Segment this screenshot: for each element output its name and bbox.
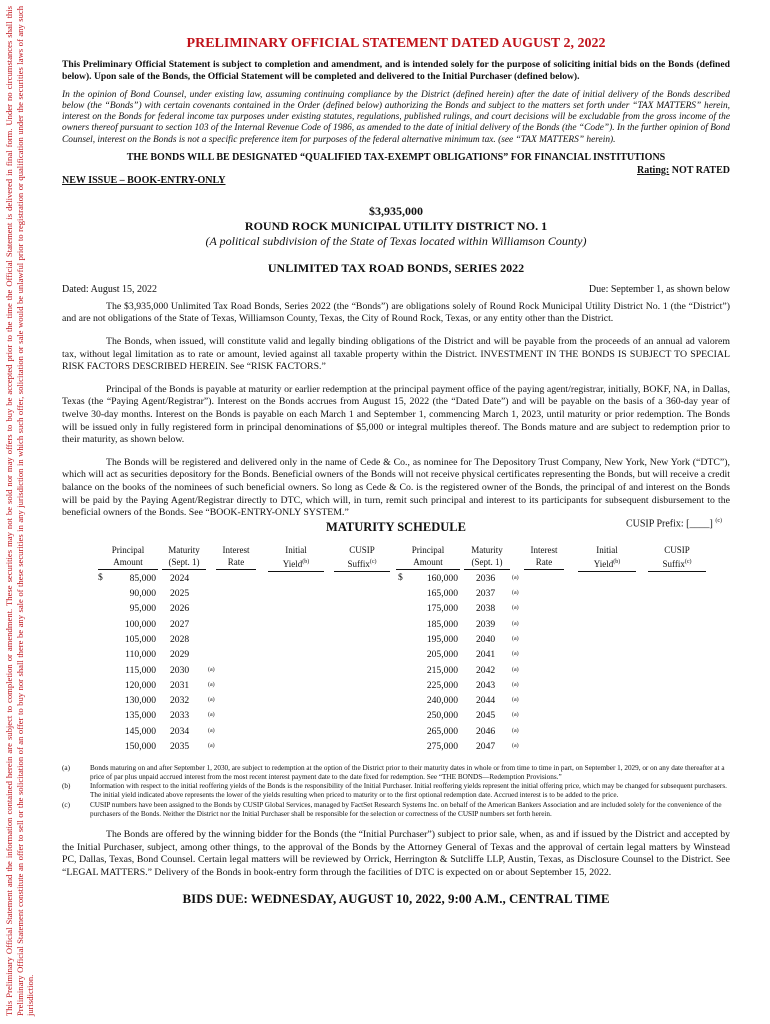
dollar-right: $ xyxy=(398,571,403,583)
principal-amount: 95,000 xyxy=(129,603,156,615)
principal-amount: 120,000 xyxy=(124,679,156,691)
principal-amount: 135,000 xyxy=(124,710,156,722)
redemption-note: (a) xyxy=(208,712,215,719)
principal-amount: 205,000 xyxy=(426,649,458,661)
redemption-note: (a) xyxy=(512,651,519,658)
maturity-year: 2042 xyxy=(476,664,496,676)
redemption-note xyxy=(208,648,215,663)
redemption-note: (a) xyxy=(208,666,215,673)
redemption-note: (a) xyxy=(512,697,519,704)
maturity-year: 2033 xyxy=(170,710,190,722)
hdr-cusip-left: CUSIP Suffix$^{(c)}$ xyxy=(334,544,390,572)
redemption-note: (a) xyxy=(512,590,519,597)
principal-amount: 100,000 xyxy=(124,618,156,630)
redemption-note xyxy=(208,587,215,602)
paragraph-payment: Principal of the Bonds is payable at maturity or earlier redemption at the principal payment office of the paying agent/registrar, initially, BOKF, NA, in Dallas, Texas (the “Paying Agent/Registrar”). Interest on the Bonds accrues from August 15, 2022 (the “Dated Date”) and will be payable on the basis of a 360-day year of twelve 30-day months. Interest on the Bonds is payable on each March 1 and September 1, commencing March 1, 2023, until maturity or prior redemption. The Bonds will be issued only in fully registered form in principal denominations of $5,000 or integral multiples thereof. The Bonds mature and are subject to redemption prior to their maturity, as shown below. xyxy=(62,383,730,446)
redemption-note xyxy=(208,602,215,617)
principal-amount: 165,000 xyxy=(426,588,458,600)
hdr-principal-right: Principal Amount xyxy=(396,544,460,570)
cusip-prefix: CUSIP Prefix: [____] $^{(c)}$ xyxy=(625,517,722,530)
maturity-year: 2040 xyxy=(476,633,496,645)
principal-amount: 130,000 xyxy=(124,695,156,707)
redemption-note: (a) xyxy=(512,574,519,581)
paragraph-book-entry: The Bonds will be registered and delivered only in the name of Cede & Co., as nominee for The Depository Trust Company, New York, New York (“DTC”), which will act as securities depository for the Bonds. Beneficial owners of the Bonds will not receive physical certificates representing the Bonds, but will receive a credit balance on the books of the nominees of such beneficial owners. So long as Cede & Co. is the registered owner of the Bonds, the principal of and interest on the Bonds will be paid by the Paying Agent/Registrar directly to DTC, which will, in turn, remit such principal and interest to its participants for subsequent disbursement to the beneficial owners of the Bonds. See “BOOK-ENTRY-ONLY SYSTEM.” xyxy=(62,456,730,519)
left-notes xyxy=(208,572,215,756)
footnotes xyxy=(62,764,730,819)
maturity-year: 2032 xyxy=(170,695,190,707)
principal-amount: 85,000 xyxy=(129,572,156,584)
redemption-note: (a) xyxy=(512,635,519,642)
tax-opinion: In the opinion of Bond Counsel, under existing law, assuming continuing compliance by the District (defined herein) after the date of initial delivery of the Bonds described below (the “Bonds”) with certain covenants contained in the Order (defined below) authorizing the Bonds and subject to the matters set forth under “TAX MATTERS” herein, interest on the Bonds for federal income tax purposes under existing statutes, regulations, published rulings, and court decisions will be excludable from the gross income of the owners thereof pursuant to section 103 of the Internal Revenue Code of 1986, as amended to the date of initial delivery of the Bonds (the “Code”). In the further opinion of Bond Counsel, interest on the Bonds is not a specific preference item for purposes of the federal alternative minimum tax. (see “TAX MATTERS” herein). xyxy=(62,89,730,145)
maturity-year: 2043 xyxy=(476,679,496,691)
redemption-note xyxy=(208,618,215,633)
page-title: PRELIMINARY OFFICIAL STATEMENT DATED AUGUST 2, 2022 xyxy=(186,36,606,51)
dated-date: Dated: August 15, 2022 xyxy=(62,283,157,295)
maturity-year: 2025 xyxy=(170,588,190,600)
redemption-note: (a) xyxy=(512,681,519,688)
right-notes xyxy=(512,572,519,756)
redemption-note: (a) xyxy=(208,743,215,749)
principal-amount: 175,000 xyxy=(426,603,458,615)
principal-amount: 115,000 xyxy=(125,664,156,676)
maturity-year: 2046 xyxy=(476,725,496,737)
redemption-note: (a) xyxy=(512,712,519,719)
principal-amount: 90,000 xyxy=(129,588,156,600)
maturity-year: 2028 xyxy=(170,633,190,645)
offering-amount: $3,935,000 xyxy=(369,203,423,218)
principal-amount: 105,000 xyxy=(124,633,156,645)
principal-amount: 185,000 xyxy=(426,618,458,630)
paragraph-offering: The Bonds are offered by the winning bidder for the Bonds (the “Initial Purchaser”) subject to prior sale, when, as and if issued by the District and accepted by the Initial Purchaser, subject, among other things, to the approval of the Bonds by the Attorney General of Texas and the approval of certain legal matters by Winstead PC, Dallas, Texas, Bond Counsel. Certain legal matters will be reviewed by Orrick, Herrington & Sutcliffe LLP, Austin, Texas, as Disclosure Counsel to the District. See “LEGAL MATTERS.” Delivery of the Bonds in book-entry form through the facilities of DTC is expected on or about September 15, 2022. xyxy=(62,828,730,878)
rating-value: NOT RATED xyxy=(671,164,730,176)
right-years xyxy=(476,572,495,756)
principal-amount: 110,000 xyxy=(125,649,156,661)
maturity-year: 2041 xyxy=(476,649,496,661)
hdr-rate-right: Interest Rate xyxy=(524,544,564,570)
dollar-left: $ xyxy=(98,571,103,583)
principal-amount: 240,000 xyxy=(426,695,458,707)
principal-amount: 215,000 xyxy=(426,664,458,676)
hdr-maturity-left: Maturity (Sept. 1) xyxy=(162,544,206,570)
dated-due-row xyxy=(62,284,730,295)
redemption-note: (a) xyxy=(208,727,215,734)
maturity-title: MATURITY SCHEDULE xyxy=(326,519,466,534)
hdr-cusip-right: CUSIP Suffix$^{(c)}$ xyxy=(648,544,706,572)
issue-type: NEW ISSUE – BOOK-ENTRY-ONLY xyxy=(62,174,226,186)
hdr-yield-right: Initial Yield$^{(b)}$ xyxy=(578,544,636,572)
maturity-year: 2044 xyxy=(476,695,496,707)
maturity-year: 2045 xyxy=(476,710,496,722)
maturity-year: 2026 xyxy=(170,603,190,615)
redemption-note xyxy=(208,572,215,587)
principal-amount: 145,000 xyxy=(124,725,156,737)
redemption-note: (a) xyxy=(208,681,215,688)
bids-due: BIDS DUE: WEDNESDAY, AUGUST 10, 2022, 9:00 A.M., CENTRAL TIME xyxy=(182,891,610,907)
redemption-note xyxy=(208,633,215,648)
maturity-year: 2039 xyxy=(476,618,496,630)
issue-rating-row xyxy=(62,165,730,186)
due-date: Due: September 1, as shown below xyxy=(588,283,730,295)
maturity-year: 2029 xyxy=(170,649,190,661)
left-amounts xyxy=(110,572,156,756)
footnote-c: (c) CUSIP numbers have been assigned to the Bonds by CUSIP Global Services, managed by FactSet Research Systems Inc. on behalf of the American Bankers Association and are included solely for the convenience of the purchasers of the Bonds. Neither the District nor the Initial Purchaser shall be responsible for the selection or correctness of the CUSIP numbers set forth herein. xyxy=(62,800,722,818)
redemption-note: (a) xyxy=(512,605,519,612)
maturity-year: 2036 xyxy=(476,572,496,584)
paragraph-tax: The Bonds, when issued, will constitute valid and legally binding obligations of the District and will be payable from the proceeds of an annual ad valorem tax, without legal limitation as to rate or amount, levied against all taxable property within the District. INVESTMENT IN THE BONDS IS SUBJECT TO SPECIAL RISK FACTORS DESCRIBED HEREIN. See “RISK FACTORS.” xyxy=(62,336,730,373)
district-subdivision: (A political subdivision of the State of Texas located within Williamson County) xyxy=(205,233,587,248)
qualified-designation: THE BONDS WILL BE DESIGNATED “QUALIFIED TAX-EXEMPT OBLIGATIONS” FOR FINANCIAL INSTITUTIONS xyxy=(126,151,666,163)
rating-label: Rating: xyxy=(637,164,670,176)
redemption-note: (a) xyxy=(512,727,519,734)
maturity-year: 2024 xyxy=(170,572,190,584)
rating xyxy=(637,165,730,186)
redemption-note: (a) xyxy=(512,666,519,673)
principal-amount: 160,000 xyxy=(426,572,458,584)
principal-amount: 250,000 xyxy=(426,710,458,722)
hdr-principal-left: Principal Amount xyxy=(98,544,158,570)
redemption-note: (a) xyxy=(512,743,519,749)
hdr-maturity-right: Maturity (Sept. 1) xyxy=(464,544,510,570)
principal-amount: 150,000 xyxy=(124,741,156,752)
right-amounts xyxy=(410,572,458,756)
subject-notice: This Preliminary Official Statement is subject to completion and amendment, and is intended solely for the purpose of soliciting initial bids on the Bonds (defined below). Upon sale of the Bonds, the Official Statement will be completed and delivered to the Initial Purchaser (defined below). xyxy=(62,59,730,83)
maturity-year: 2034 xyxy=(170,725,190,737)
document-page xyxy=(62,36,730,907)
bond-series: UNLIMITED TAX ROAD BONDS, SERIES 2022 xyxy=(267,260,525,275)
maturity-year: 2027 xyxy=(170,618,190,630)
principal-amount: 275,000 xyxy=(426,741,458,752)
redemption-note: (a) xyxy=(512,620,519,627)
principal-amount: 195,000 xyxy=(426,633,458,645)
hdr-rate-left: Interest Rate xyxy=(216,544,256,570)
maturity-year: 2031 xyxy=(170,679,190,691)
maturity-year: 2038 xyxy=(476,603,496,615)
hdr-yield-left: Initial Yield$^{(b)}$ xyxy=(268,544,324,572)
district-name: ROUND ROCK MUNICIPAL UTILITY DISTRICT NO. 1 xyxy=(244,218,548,233)
paragraph-obligations: The $3,935,000 Unlimited Tax Road Bonds, Series 2022 (the “Bonds”) are obligations solely of Round Rock Municipal Utility District No. 1 (the “District”) and are not obligations of the State of Texas, Williamson County, Texas, the City of Round Rock, Texas, or any entity other than the District. xyxy=(62,300,730,325)
footnote-b: (b) Information with respect to the initial reoffering yields of the Bonds is the responsibility of the Initial Purchaser. Initial reoffering yields represent the initial offering price, which may be changed for subsequent purchasers. The initial yield indicated above represents the lower of the yields resulting when priced to maturity or to the first optional redemption date. Accrued interest is to be added to the price. xyxy=(62,782,727,800)
maturity-year: 2030 xyxy=(170,664,190,676)
redemption-note: (a) xyxy=(208,697,215,704)
left-years xyxy=(170,572,189,756)
principal-amount: 225,000 xyxy=(426,679,458,691)
principal-amount: 265,000 xyxy=(426,725,458,737)
maturity-year: 2037 xyxy=(476,588,496,600)
maturity-year: 2035 xyxy=(170,741,190,752)
maturity-schedule xyxy=(62,517,730,760)
maturity-year: 2047 xyxy=(476,741,496,752)
preliminary-legend: This Preliminary Official Statement and the information contained herein are subject to completion or amendment. These securities may not be sold nor may offers to buy be accepted prior to the time the Official Statement is delivered in final form. Under no circumstances shall this Preliminary Official Statement constitute an offer to sell or the solicitation of an offer to buy nor shall there be any sale of these securities in any jurisdiction in which such offer, solicitation or sale would be unlawful prior to registration or qualification under the securities laws of any such jurisdiction. xyxy=(4,6,36,1016)
footnote-a: (a) Bonds maturing on and after September 1, 2030, are subject to redemption at the option of the District prior to their maturity dates in whole or from time to time in part, on September 1, 2029, or on any date thereafter at a price of par plus unpaid accrued interest from the most recent interest payment date to the date fixed for redemption. See “THE BONDS—Redemption Provisions.” xyxy=(62,763,725,781)
